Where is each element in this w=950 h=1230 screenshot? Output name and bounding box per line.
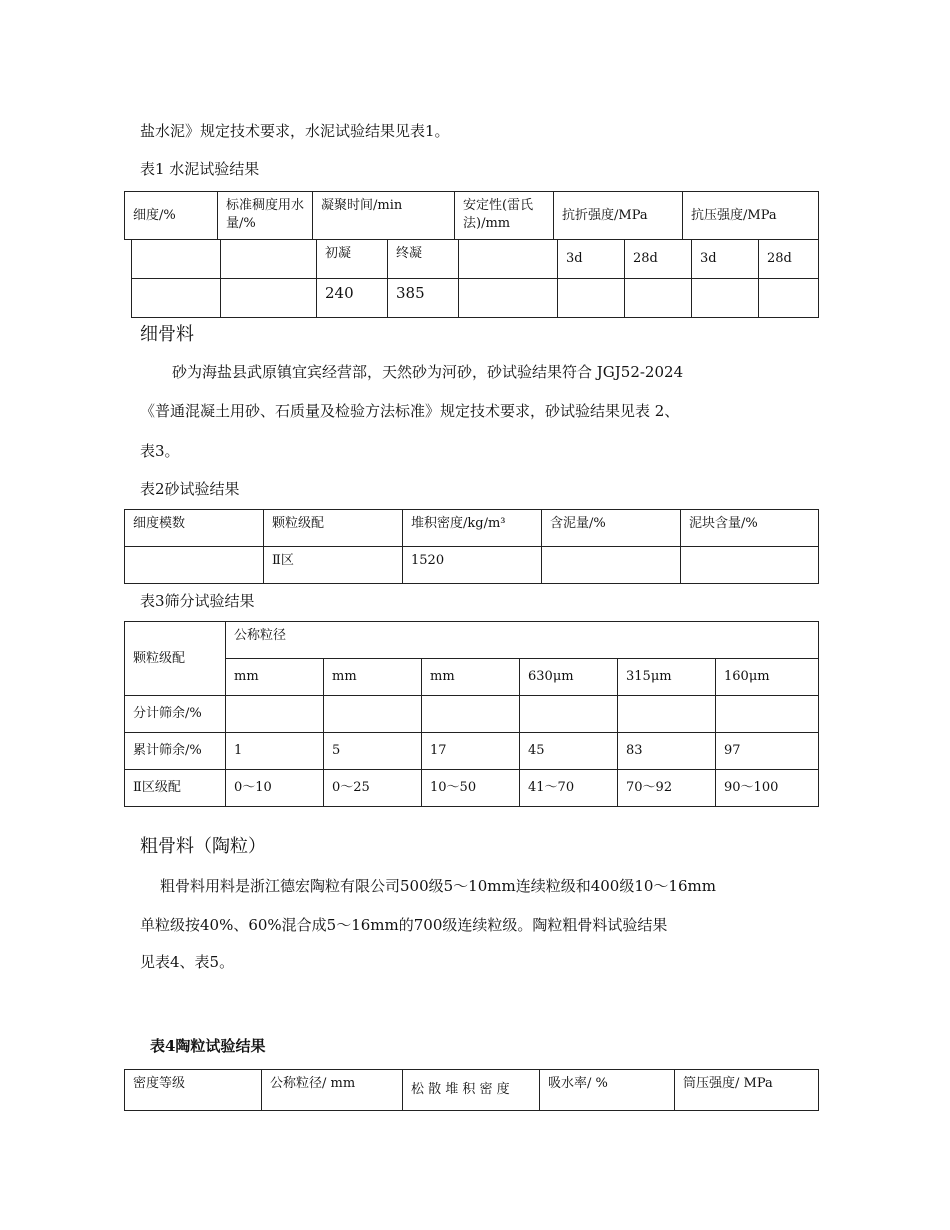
t1-sub-3d-b: 3d	[692, 240, 759, 279]
coarse-para-2: 单粒级按40%、60%混合成5～16mm的700级连续粒级。陶粒粗骨料试验结果	[140, 916, 668, 934]
t1-cell	[132, 240, 221, 279]
table4	[124, 1069, 819, 1111]
t2-h-grading: 颗粒级配	[264, 510, 403, 547]
t3-cell: 5	[324, 733, 422, 770]
t3-group: 公称粒径	[226, 622, 819, 659]
t2-h-lumps: 泥块含量/%	[681, 510, 819, 547]
t1-cell	[221, 240, 317, 279]
t3-cell	[324, 696, 422, 733]
table4-caption: 表4陶粒试验结果	[150, 1037, 266, 1055]
t3-cell	[716, 696, 819, 733]
t3-cell: 1	[226, 733, 324, 770]
t3-size: 160μm	[716, 659, 819, 696]
t4-h-bulk-density: 松 散 堆 积 密 度	[403, 1070, 540, 1111]
t1-val-initial: 240	[317, 279, 388, 318]
t3-cell: 41～70	[520, 770, 618, 807]
t2-val-lumps	[681, 547, 819, 584]
fine-para-2: 《普通混凝土用砂、石质量及检验方法标准》规定技术要求，砂试验结果见表 2、	[140, 402, 680, 420]
t4-h-strength: 筒压强度/ MPa	[675, 1070, 819, 1111]
t3-size: 630μm	[520, 659, 618, 696]
t3-size: 315μm	[618, 659, 716, 696]
t1-sub-28d-b: 28d	[759, 240, 819, 279]
t3-cell: 45	[520, 733, 618, 770]
t2-val-clay	[542, 547, 681, 584]
t3-cell: 97	[716, 733, 819, 770]
t1-sub-3d: 3d	[558, 240, 625, 279]
t1-cell	[459, 279, 558, 318]
t3-cell	[226, 696, 324, 733]
t3-col0: 颗粒级配	[125, 622, 226, 696]
t1-cell	[221, 279, 317, 318]
t2-val-density: 1520	[403, 547, 542, 584]
fine-para-3: 表3。	[140, 442, 180, 460]
fine-para-1: 砂为海盐县武原镇宜宾经营部，天然砂为河砂，砂试验结果符合 JGJ52-2024	[172, 363, 684, 381]
table1-header	[124, 191, 819, 240]
table2-caption: 表2砂试验结果	[140, 480, 240, 498]
t3-cell: 70～92	[618, 770, 716, 807]
t1-val-final: 385	[388, 279, 459, 318]
t3-cell	[520, 696, 618, 733]
t2-h-modulus: 细度模数	[125, 510, 264, 547]
t2-val-grading: Ⅱ区	[264, 547, 403, 584]
t1-sub-initial: 初凝	[317, 240, 388, 279]
t3-size: mm	[226, 659, 324, 696]
t3-cell: 17	[422, 733, 520, 770]
t3-row-label: 累计筛余/%	[125, 733, 226, 770]
t3-cell	[422, 696, 520, 733]
t3-cell: 10～50	[422, 770, 520, 807]
t2-val-modulus	[125, 547, 264, 584]
t1-h-water: 标准稠度用水量/%	[218, 192, 313, 240]
coarse-para-1: 粗骨料用料是浙江德宏陶粒有限公司500级5～10mm连续粒级和400级10～16mm	[160, 877, 716, 895]
t3-cell: 83	[618, 733, 716, 770]
coarse-para-3: 见表4、表5。	[140, 953, 235, 971]
t2-h-clay: 含泥量/%	[542, 510, 681, 547]
t1-h-fineness: 细度/%	[125, 192, 218, 240]
t3-cell	[618, 696, 716, 733]
fine-heading: 细骨料	[140, 324, 194, 345]
t1-cell	[625, 279, 692, 318]
t1-h-flexural: 抗折强度/MPa	[554, 192, 683, 240]
t1-cell	[459, 240, 558, 279]
t1-cell	[692, 279, 759, 318]
t3-row-label: Ⅱ区级配	[125, 770, 226, 807]
t4-h-absorption: 吸水率/ %	[540, 1070, 675, 1111]
table1-body	[131, 239, 819, 318]
t1-cell	[558, 279, 625, 318]
table2	[124, 509, 819, 584]
t3-row-label: 分计筛余/%	[125, 696, 226, 733]
table3	[124, 621, 819, 807]
t1-h-compressive: 抗压强度/MPa	[683, 192, 819, 240]
t1-sub-final: 终凝	[388, 240, 459, 279]
t3-cell: 0～10	[226, 770, 324, 807]
t1-h-setting: 凝聚时间/min	[313, 192, 455, 240]
t3-cell: 0～25	[324, 770, 422, 807]
t3-size: mm	[422, 659, 520, 696]
intro-line: 盐水泥》规定技术要求，水泥试验结果见表1。	[140, 122, 450, 140]
t2-h-density: 堆积密度/kg/m³	[403, 510, 542, 547]
coarse-heading: 粗骨料（陶粒）	[140, 836, 266, 857]
t1-sub-28d: 28d	[625, 240, 692, 279]
t4-h-grade: 密度等级	[125, 1070, 262, 1111]
t1-cell	[759, 279, 819, 318]
t4-h-size: 公称粒径/ mm	[262, 1070, 403, 1111]
t1-h-soundness: 安定性(雷氏法)/mm	[455, 192, 554, 240]
t3-cell: 90～100	[716, 770, 819, 807]
table3-caption: 表3筛分试验结果	[140, 592, 255, 610]
t3-size: mm	[324, 659, 422, 696]
table1-caption: 表1 水泥试验结果	[140, 160, 260, 178]
t1-cell	[132, 279, 221, 318]
